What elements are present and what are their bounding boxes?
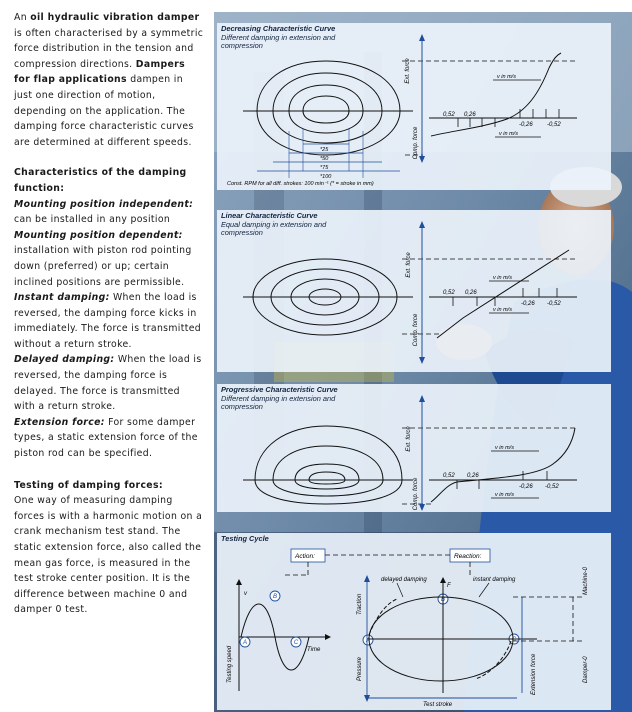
stroke-50-label: *50 xyxy=(320,156,329,162)
machine0-label: Machine-0 xyxy=(583,566,589,595)
linear-diagram xyxy=(217,210,611,372)
v-label-top: v in m/s xyxy=(493,275,512,281)
curve-stroke-25 xyxy=(303,96,349,123)
progressive-diagram xyxy=(217,384,611,512)
char-item-2: Mounting position dependent: installation with piston rod pointing down (preferred) or up; certain inclined positions are permissible. xyxy=(14,229,192,288)
reaction-a-label: A xyxy=(365,638,371,644)
instant-damping-label: instant damping xyxy=(473,577,516,583)
tick-neg052: -0,52 xyxy=(545,484,559,490)
delayed-damping-label: delayed damping xyxy=(381,577,427,583)
testing-speed-label: Testing speed xyxy=(227,645,233,683)
v-label-top: v in m/s xyxy=(497,74,516,80)
intro-paragraph: An oil hydraulic vibration damper is often characterised by a symmetric force distribution in the tension and compression directions. Dampers for flap applications dampen in just one direction of motion, depending on the application. The damping force characteristic curves are determined at different speeds. xyxy=(14,12,204,148)
decreasing-curve-panel xyxy=(217,23,611,190)
damper0-label: Damper-0 xyxy=(583,656,589,683)
progressive-curve-panel xyxy=(217,384,611,512)
testing-heading: Testing of damping forces: xyxy=(14,479,163,491)
decreasing-subtitle: Different damping in extension and compression xyxy=(221,32,336,51)
char-item-1: Mounting position independent: can be installed in any position xyxy=(14,198,194,226)
stroke-100-label: *100 xyxy=(320,174,332,180)
reaction-b-label: B xyxy=(440,597,446,603)
characteristics-heading: Characteristics of the damping function: xyxy=(14,167,187,194)
ext-force-label: Ext. force xyxy=(406,426,412,452)
curve-stroke-50 xyxy=(289,85,363,133)
text-column xyxy=(14,10,204,618)
tick-neg026: -0,26 xyxy=(521,301,535,307)
prog-curve-4 xyxy=(309,472,345,484)
char-item-3: Instant damping: When the load is reversed, the damping force kicks in immediately. The force is transmitted without a return stroke. xyxy=(14,292,202,350)
comp-force-label: Comp. force xyxy=(413,313,419,347)
tick-neg052: -0,52 xyxy=(547,122,561,128)
test-stroke-label: Test stroke xyxy=(423,702,453,708)
v-label-top: v in m/s xyxy=(495,445,514,451)
force-f-label: F xyxy=(447,583,451,589)
decreasing-diagram xyxy=(217,23,611,190)
point-b-label: B xyxy=(272,594,278,600)
v-label-bottom: v in m/s xyxy=(495,492,514,498)
ext-force-label: Ext. force xyxy=(406,252,412,278)
tick-052: 0,52 xyxy=(443,473,455,479)
progressive-subtitle: Different damping in extension and compression xyxy=(221,393,336,412)
reaction-label: Reaction: xyxy=(454,553,482,560)
linear-subtitle: Equal damping in extension and compression xyxy=(221,219,327,238)
curve-stroke-100 xyxy=(257,61,400,155)
pressure-label: Pressure xyxy=(357,656,363,681)
testing-cycle-title: Testing Cycle xyxy=(221,534,269,543)
point-c-label: C xyxy=(293,640,299,646)
comp-force-label: Comp. force xyxy=(413,477,419,511)
linear-curve-panel xyxy=(217,210,611,372)
decreasing-title: Decreasing Characteristic Curve xyxy=(221,24,336,33)
progressive-title: Progressive Characteristic Curve xyxy=(221,385,338,394)
tick-026: 0,26 xyxy=(464,112,476,118)
reaction-c-label: C xyxy=(511,637,517,643)
tick-052: 0,52 xyxy=(443,112,455,118)
testing-cycle-panel xyxy=(217,533,611,710)
tick-026: 0,26 xyxy=(467,473,479,479)
delayed-damping-curve-top xyxy=(369,599,397,635)
action-label: Action: xyxy=(295,553,315,560)
prog-curve-3 xyxy=(295,464,359,489)
tick-neg026: -0,26 xyxy=(519,122,533,128)
ext-force-label: Ext. force xyxy=(405,58,411,84)
tick-052: 0,52 xyxy=(443,290,455,296)
v-axis-label: v xyxy=(244,591,247,597)
char-item-4: Delayed damping: When the load is reversed, the damping force is delayed. The force is transmitted with a return stroke. xyxy=(14,354,202,413)
tick-neg052: -0,52 xyxy=(547,301,561,307)
stroke-75-label: *75 xyxy=(320,165,329,171)
linear-force-curve xyxy=(437,250,569,338)
char-item-5: Extension force: For some damper types, a static extension force of the piston rod can be specified. xyxy=(14,416,198,460)
delayed-damping-curve-bottom xyxy=(475,641,511,679)
v-label-bottom: v in m/s xyxy=(493,307,512,313)
stroke-25-label: *25 xyxy=(320,147,329,153)
point-a-label: A xyxy=(242,640,248,646)
progressive-force-curve xyxy=(431,428,575,502)
tick-026: 0,26 xyxy=(465,290,477,296)
tick-neg026: -0,26 xyxy=(519,484,533,490)
time-label: Time xyxy=(307,647,321,653)
traction-label: Traction xyxy=(357,593,363,615)
force-velocity-curve xyxy=(431,53,561,136)
decreasing-footnote: Const. RPM for all diff. strokes: 100 min⁻¹ (* = stroke in mm) xyxy=(227,181,374,187)
v-label-bottom: v in m/s xyxy=(499,131,518,137)
linear-title: Linear Characteristic Curve xyxy=(221,211,318,220)
comp-force-label: Comp. force xyxy=(413,126,419,160)
testing-cycle-diagram xyxy=(217,533,611,710)
testing-paragraph: One way of measuring damping forces is with a harmonic motion on a crank mechanism test stand. The static extension force, also called the mean gas force, is measured in the test stroke center position. It is the difference between machine 0 and damper 0 test. xyxy=(14,495,203,616)
extension-force-label: Extension force xyxy=(531,653,537,695)
